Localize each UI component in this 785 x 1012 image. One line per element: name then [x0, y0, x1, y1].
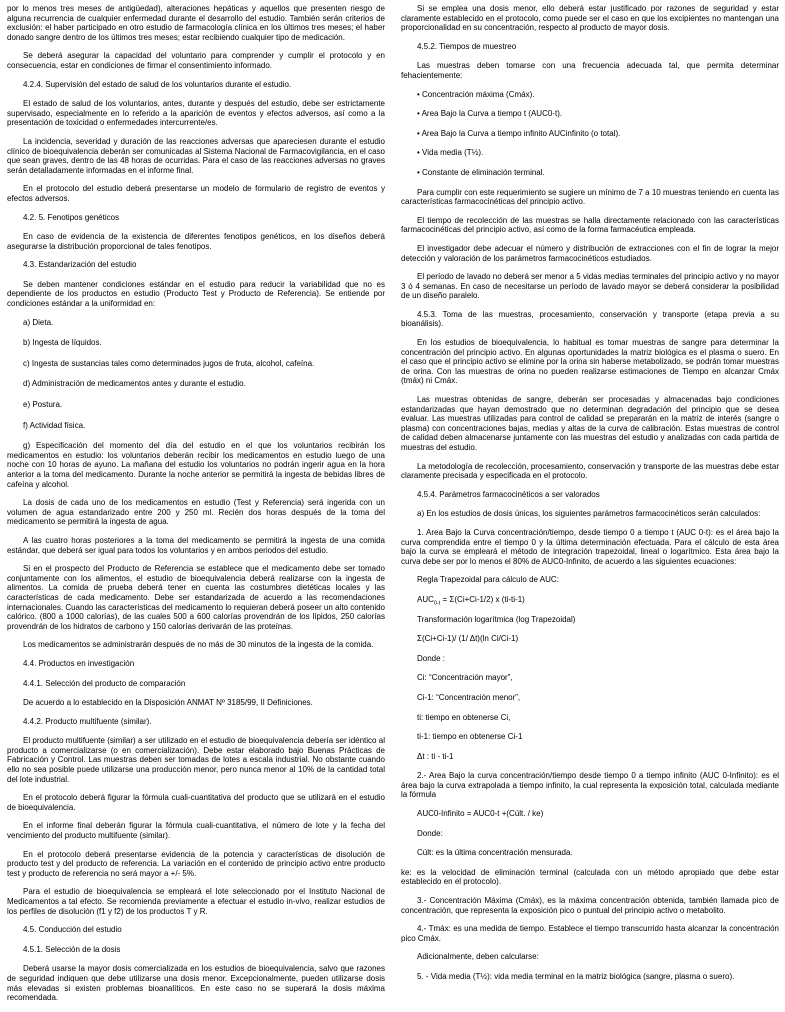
formula-line: AUC0-Infinito = AUC0-t +(Cúlt. / ke) — [417, 809, 544, 819]
section-heading: 4.5.2. Tiempos de muestreo — [417, 41, 517, 51]
paragraph: Los medicamentos se administrarán después de no más de 30 minutos de la ingesta de la comida. — [23, 640, 374, 650]
list-item: a) Dieta. — [23, 317, 54, 327]
paragraph: La dosis de cada uno de los medicamentos en estudio (Test y Referencia) será ingerida con un volumen de agua estandarizado entre 200 y 250 ml. Recién dos horas después de la toma del medicamento se permitirá la ingesta de agua. — [7, 498, 385, 527]
paragraph: El investigador debe adecuar el número y distribución de extracciones con el fin de lograr la mejor detección y valoración de los parámetros farmacocinéticos estudiados. — [401, 243, 779, 263]
list-item: f) Actividad física. — [23, 420, 86, 430]
paragraph: La incidencia, severidad y duración de las reacciones adversas que apareciesen durante el estudio clínico de bioequivalencia deberán ser comunicadas al Sistema Nacional de Farmacovigilancia, en el caso que sean graves, dentro de las 48 horas de ocurridas. Para el caso de las reacciones adversas no graves serán detalladamente informadas en el informe final. — [7, 136, 385, 175]
formula-line: ti: tiempo en obtenerse Ci, — [417, 712, 511, 722]
bullet-item: • Area Bajo la Curva a tiempo infinito AUCinfinito (o total). — [417, 128, 621, 138]
paragraph: 4.5.3. Toma de las muestras, procesamiento, conservación y transporte (etapa previa a su bioanálisis). — [401, 309, 779, 329]
formula-line: Donde: — [417, 828, 443, 838]
paragraph: La metodología de recolección, procesamiento, conservación y transporte de las muestras debe estar claramente precisada y especificada en el protocolo. — [401, 461, 779, 481]
bullet-item: • Concentración máxima (Cmáx). — [417, 89, 535, 99]
bullet-item: • Area Bajo la Curva a tiempo t (AUC0-t). — [417, 109, 563, 119]
paragraph: De acuerdo a lo establecido en la Disposición ANMAT Nº 3185/99, II Definiciones. — [23, 698, 313, 708]
formula-line: Adicionalmente, deben calcularse: — [417, 952, 539, 962]
paragraph: En los estudios de bioequivalencia, lo habitual es tomar muestras de sangre para determinar la concentración del principio activo. En algunas oportunidades la matriz biológica es el plasma o suero. En el caso que el principio activo se elimine por la orina sin haberse metabolizado, se podrán tomar muestras de orina. Con las muestras de orina no pueden realizarse estimaciones de Tiempo en alcanzar Cmáx (tmáx) ni Cmáx. — [401, 338, 779, 386]
paragraph: Para el estudio de bioequivalencia se empleará el lote seleccionado por el Instituto Nacional de Medicamentos a tal efecto. Se recomienda previamente a efectuar el estudio in-vivo, realizar estudios de los perfiles de disolución (f1 y f2) de los productos T y R. — [7, 887, 385, 916]
formula-line: Donde : — [417, 653, 446, 663]
formula-line: Cúlt: es la última concentración mensurada. — [417, 848, 573, 858]
paragraph: En el protocolo del estudio deberá presentarse un modelo de formulario de registro de eventos y efectos adversos. — [7, 184, 385, 203]
bullet-item: • Vida media (T½). — [417, 148, 484, 158]
paragraph: El producto multifuente (similar) a ser utilizado en el estudio de bioequivalencia debería ser idéntico al producto a comercializarse (o en comercialización). Debe estar elaborado bajo Buenas Prácticas de Fabricación y Control. Las muestras deben ser tomadas de lotes a escala industrial. No obstante cuando ello no sea posible puede utilizarse una producción menor, pero nunca menor al 10% de la cantidad total del lote industrial. — [7, 736, 385, 784]
paragraph: A las cuatro horas posteriores a la toma del medicamento se permitirá la ingesta de una comida estándar, que deberá ser igual para todos los voluntarios y en ambos periodos del estudio. — [7, 535, 385, 555]
section-heading: 4.5.4. Parámetros farmacocinéticos a ser valorados — [417, 489, 600, 499]
paragraph: El tiempo de recolección de las muestras se halla directamente relacionado con las características farmacocinéticas del principio activo, así como de la forma farmacéutica empleada. — [401, 215, 779, 235]
left-column — [7, 4, 385, 1012]
section-heading: 4.5.1. Selección de la dosis — [23, 944, 121, 954]
paragraph: El período de lavado no deberá ser menor a 5 vidas medias terminales del principio activo y no mayor 3 ó 4 semanas. En caso de necesitarse un período de lavado mayor se deberá considerar la posibilidad de un diseño paralelo. — [401, 272, 779, 301]
list-item: c) Ingesta de sustancias tales como determinados jugos de fruta, alcohol, cafeína. — [23, 358, 315, 368]
formula-line: 5. - Vida media (T½): vida media terminal en la matriz biológica (sangre, plasma o suero). — [417, 972, 735, 981]
formula-line: ti-1: tiempo en obtenerse Ci-1 — [417, 732, 523, 742]
section-heading: 4.3. Estandarización del estudio — [23, 260, 137, 270]
section-heading: 4.5. Conducción del estudio — [23, 925, 122, 935]
bullet-item: • Constante de eliminación terminal. — [417, 167, 545, 177]
paragraph: Si se emplea una dosis menor, ello deberá estar justificado por razones de seguridad y estar claramente establecido en el protocolo, como puede ser el caso en que los excipientes no mantengan una proporcionalidad en su concentración, respecto al producto de mayor dosis. — [401, 4, 779, 33]
list-item: d) Administración de medicamentos antes y durante el estudio. — [23, 379, 246, 389]
paragraph: Se deben mantener condiciones estándar en el estudio para reducir la variabilidad que no es dependiente de los productos en estudio (Producto Test y Producto de Referencia). Se entiende por condiciones estándar a la uniformidad en: — [7, 279, 385, 309]
paragraph: Las muestras obtenidas de sangre, deberán ser procesadas y almacenadas bajo condiciones estandarizadas que hayan demostrado que no determinan degradación del principio que se desea evaluar. Las muestras utilizadas para control de calidad se prepararán en la matriz de interés (sangre o plasma) con concentraciones bajas, medias y altas de la curva de calibración. Estas muestras de control de calidad deben almacenarse juntamente con las muestras del estudio y analizadas con cada partida de muestras del estudio. — [401, 395, 779, 452]
paragraph: En el informe final deberán figurar la fórmula cuali-cuantitativa, el número de lote y la fecha del vencimiento del producto multifuente (similar). — [7, 821, 385, 841]
formula-line: Regla Trapezoidal para cálculo de AUC: — [417, 575, 559, 585]
section-heading: 4.4. Productos en investigación — [23, 658, 135, 668]
section-heading: 4.4.2. Producto multifuente (similar). — [23, 716, 152, 726]
paragraph: 3.- Concentración Máxima (Cmáx), es la máxima concentración obtenida, también llamada pico de concentración, que representa la exposición pico o puntual del principio activo o metabolito. — [401, 896, 779, 915]
paragraph: El estado de salud de los voluntarios, antes, durante y después del estudio, debe ser estrictamente supervisado, especialmente en lo referido a la aparición de eventos y efectos adversos, así como a la presentación de toxicidad o enfermedades intercurrente/es. — [7, 99, 385, 128]
formula-line: Ci: “Concentración mayor”, — [417, 673, 513, 683]
paragraph: Las muestras deben tomarse con una frecuencia adecuada tal, que permita determinar fehacientemente: — [401, 61, 779, 80]
paragraph: En el protocolo deberá figurar la fórmula cuali-cuantitativa del producto que se utilizará en el estudio de bioequivalencia. — [7, 793, 385, 812]
section-heading: 4.2. 5. Fenotipos genéticos — [23, 212, 120, 222]
paragraph: 4.- Tmáx: es una medida de tiempo. Establece el tiempo transcurrido hasta alcanzar la concentración pico Cmáx. — [401, 924, 779, 943]
paragraph: En el protocolo deberá presentarse evidencia de la potencia y características de disolución de producto test y del producto de referencia. La variación en el contenido de principio activo entre producto test y producto de referencia no será mayor a +/- 5%. — [7, 849, 385, 878]
paragraph: En caso de evidencia de la existencia de diferentes fenotipos genéticos, en los diseños deberá asegurarse la distribución proporcional de tales fenotipos. — [7, 232, 385, 251]
paragraph: 1. Area Bajo la Curva concentración/tiempo, desde tiempo 0 a tiempo t (AUC 0-t): es el área bajo la curva comprendida entre el tiempo 0 y la última determinación efectuada. Para el cálculo de esta área bajo la curva se empleará el método de integración trapezoidal, lineal o logarítmico. Esta área bajo la curva debe ser por lo menos el 80% de AUC0-Infinito, de acuerdo a las siguientes ecuaciones: — [401, 527, 779, 566]
list-item: b) Ingesta de líquidos. — [23, 338, 102, 348]
formula-line: Δt : ti - ti-1 — [417, 751, 454, 761]
paragraph: a) En los estudios de dosis únicas, los siguientes parámetros farmacocinéticos serán calculados: — [417, 509, 761, 519]
section-heading: 4.2.4. Supervisión del estado de salud de los voluntarios durante el estudio. — [23, 79, 292, 89]
paragraph: Si en el prospecto del Producto de Referencia se establece que el medicamento debe ser tomado conjuntamente con los alimentos, el estudio de bioequivalencia deberá realizarse con la ingesta de alimentos. La comida de prueba deberá tener en cuenta las costumbres dietéticas locales y las características de cada medicamento. Debe ser estandarizada de acuerdo a las recomendaciones internacionales. Cuando las características del medicamento lo requieran deberá poseer un alto contenido calórico. (800 a 1000 calorías), de las cuales 500 a 600 calorías provendrán de los lípidos, 250 calorías provendrán de los hidratos de carbono y 150 calorías derivarán de las proteínas. — [7, 564, 385, 631]
paragraph: Para cumplir con este requerimiento se sugiere un mínimo de 7 a 10 muestras teniendo en cuenta las características farmacocinéticas del principio activo. — [401, 187, 779, 207]
paragraph: g) Especificación del momento del día del estudio en el que los voluntarios recibirán los medicamentos en estudio: los voluntarios deberán recibir los medicamentos en estudio luego de una noche con 10 horas de ayuno. La mañana del estudio los voluntarios no podrán ingerir agua en la hora anterior a la toma del medicamento. Durante la noche anterior se permitirá la ingesta de bebidas libres de cafeína y alcohol. — [7, 441, 385, 489]
formula-line: Ci-1: “Concentración menor”, — [417, 692, 521, 702]
paragraph: 2.- Area Bajo la curva concentración/tiempo desde tiempo 0 a tiempo infinito (AUC 0-Infinito): es el área bajo la curva extrapolada a tiempo infinito, la cual representa la exposición total, calculada mediante la fórmula — [401, 771, 779, 800]
formula-line: $AUC_{0-t} = \Sigma(Ci+Ci-1/2)$ x (ti-ti-1) — [417, 594, 525, 607]
paragraph: por lo menos tres meses de antigüedad), alteraciones hepáticas y aquellos que presenten riesgo de alguna recurrencia de cualquier enfermedad durante el desarrollo del estudio. También serán criterios de exclusión: el haber participado en otro estudio de farmacología clínica en los últimos tres meses; el haber donado sangre dentro de los últimos tres meses; estar recibiendo cualquier tipo de medicación. — [7, 4, 385, 42]
paragraph: Deberá usarse la mayor dosis comercializada en los estudios de bioequivalencia, salvo que razones de seguridad indiquen que debe utilizarse una dosis menor. Excepcionalmente, pueden utilizarse dosis más elevadas si existen problemas bioanalíticos. En este caso no se superará la dosis máxima recomendada. — [7, 964, 385, 1003]
formula-line: Transformación logarítmica (log Trapezoidal) — [417, 614, 576, 624]
paragraph: Se deberá asegurar la capacidad del voluntario para comprender y cumplir el protocolo y en consecuencia, estar en condiciones de firmar el consentimiento informado. — [7, 51, 385, 70]
paragraph: ke: es la velocidad de eliminación terminal (calculada con un método apropiado que debe estar establecido en el protocolo). — [401, 867, 779, 887]
right-column — [401, 4, 779, 992]
section-heading: 4.4.1. Selección del producto de comparación — [23, 678, 186, 688]
list-item: e) Postura. — [23, 400, 63, 410]
formula-line: Σ(Ci+Ci-1)/ (1/ Δt)(ln Ci/Ci-1) — [417, 634, 519, 644]
